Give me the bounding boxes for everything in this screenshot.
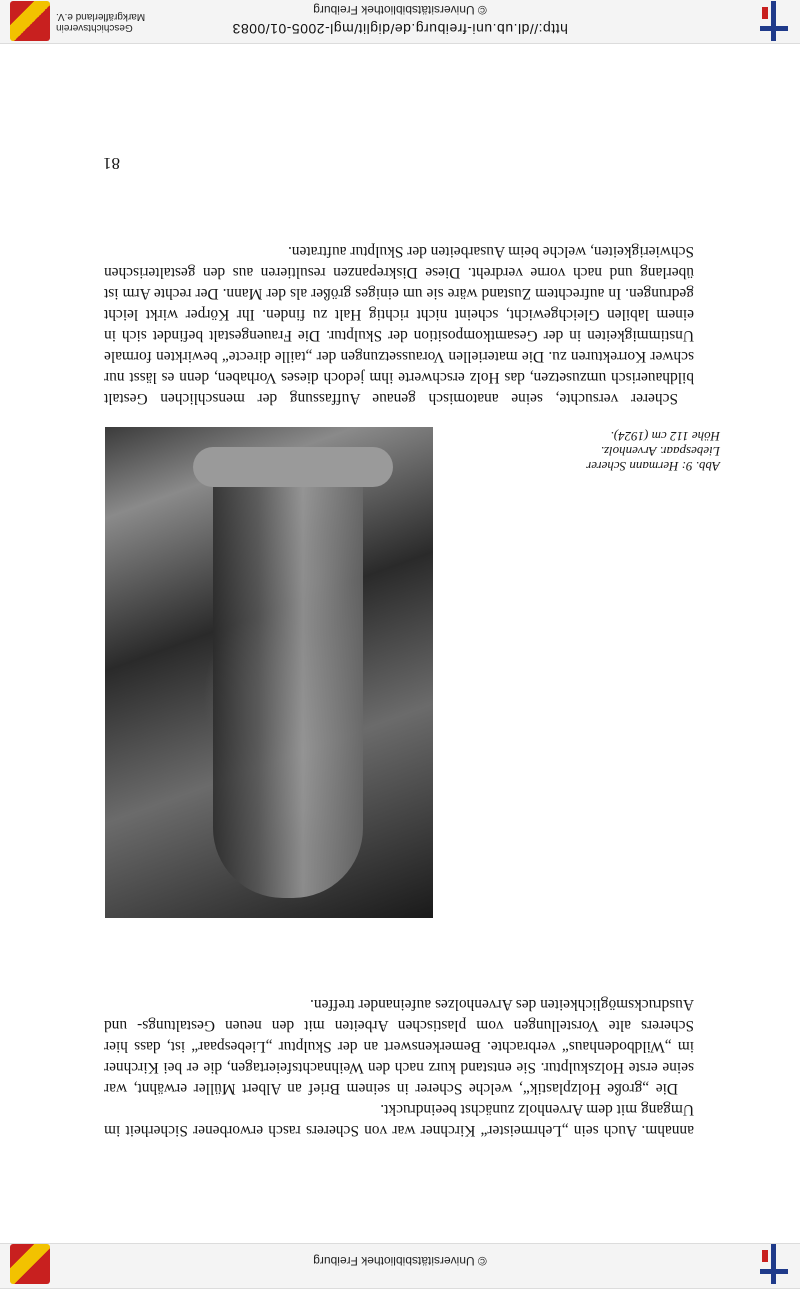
society-name-line-1: Geschichtsverein: [56, 22, 133, 33]
viewer-footer-bar: [0, 0, 800, 44]
figure-sculpture-photo: [105, 427, 433, 918]
library-copyright: © Universitätsbibliothek Freiburg: [313, 1254, 487, 1268]
library-copyright: © Universitätsbibliothek Freiburg: [313, 3, 487, 17]
society-name: [56, 11, 145, 33]
paragraph-3: Scherer versuchte, seine anatomisch genaue Auffassung der menschlichen Gestalt bildhauerisch umzusetzen, das Holz erschwerte ihm jedoch dieses Vorhaben, denn es lässt nur schwer Korrekturen zu. Die materiellen Voraussetzungen der „taille directe“ bewirkten formale Unstimmigkeiten in der Gesamtkomposition der Skulptur. Die Frauengestalt befindet sich in einem labilen Gleichgewicht, scheint nicht richtig Halt zu finden. Ihr Körper wirkt leicht gedrungen. In aufrechtem Zustand wäre sie um einiges größer als der Mann. Der rechte Arm ist überlang und nach vorne verdreht. Diese Diskrepanzen resultieren aus den gestalterischen Schwierigkeiten, welche beim Ausarbeiten der Skulptur auftraten.: [104, 243, 694, 407]
society-crest-icon: [10, 1244, 50, 1284]
caption-line-1: Abb. 9: Hermann Scherer: [586, 459, 720, 474]
paragraph-1: annahm. Auch sein „Lehrmeister“ Kirchner war von Scherers rasch erworbener Sicherheit im Umgang mit dem Arvenholz zunächst beeindruckt.: [104, 1101, 694, 1139]
caption-line-2: Liebespaar. Arvenholz.: [600, 444, 720, 459]
viewer-header-bar: [0, 1243, 800, 1289]
sculpture-shape: [213, 448, 363, 898]
paragraph-2: Die „große Holzplastik“, welche Scherer in seinem Brief an Albert Müller erwähnt, war seine erste Holzskulptur. Sie entstand kurz nach den Weihnachtsfeiertagen, die er bei Kirchner im „Wildbodenhaus“ verbrachte. Bemerkenswert an der Skulptur „Liebespaar“ ist, dass hier Scherers alte Vorstellungen vom plastischen Arbeiten mit den neuen Gestaltungs- und Ausdrucksmöglichkeiten des Arvenholzes aufeinander treffen.: [104, 996, 694, 1097]
sculpture-base: [193, 447, 393, 487]
library-logo-icon: [756, 1, 792, 41]
figure-caption: [460, 429, 720, 474]
society-name-line-2: Markgräflerland e.V.: [56, 11, 146, 22]
caption-line-3: Höhe 112 cm (1924).: [610, 429, 720, 444]
page-number: 81: [103, 154, 120, 173]
permalink-url[interactable]: http://dl.ub.uni-freiburg.de/diglit/mgl-2005-01/0083: [232, 21, 568, 37]
society-crest-icon: [10, 1, 50, 41]
library-logo-icon: [756, 1244, 792, 1284]
